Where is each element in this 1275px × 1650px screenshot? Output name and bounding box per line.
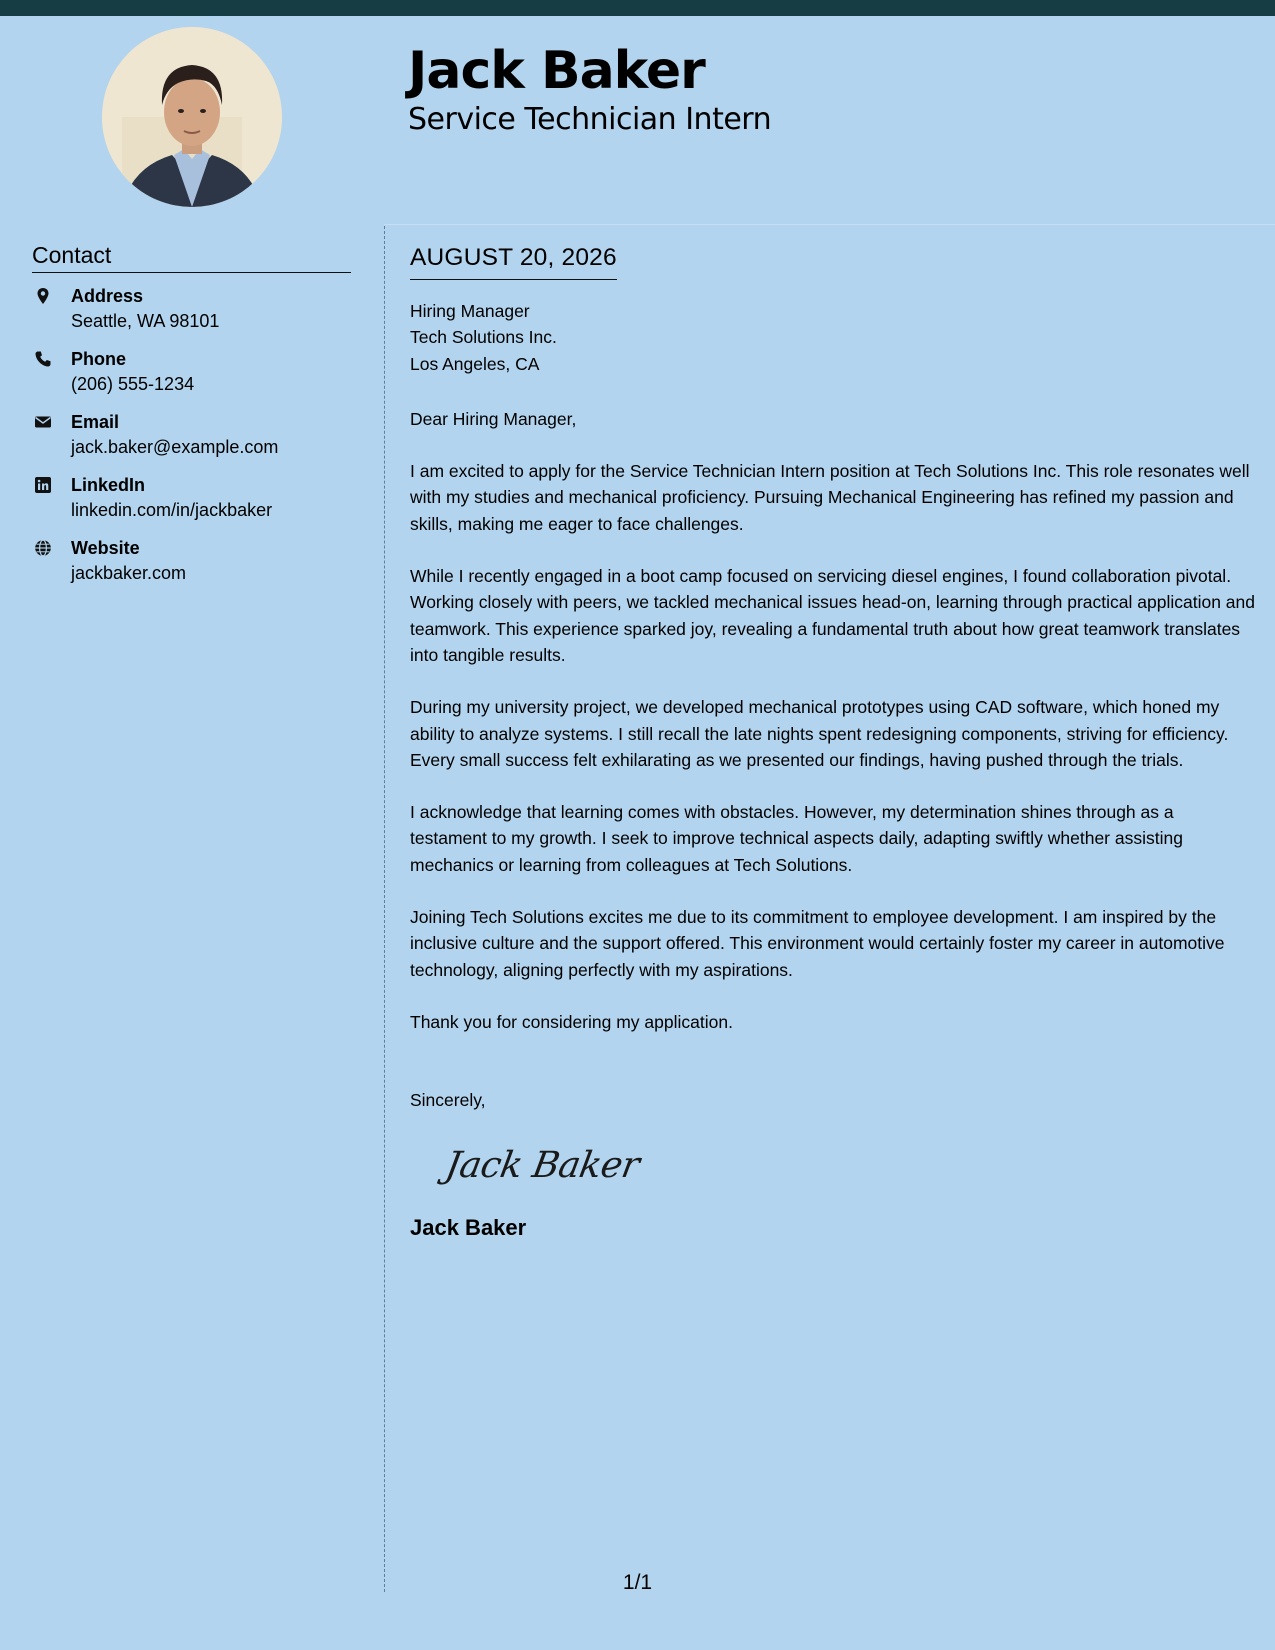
address-value: Seattle, WA 98101: [71, 311, 220, 331]
header-divider: [384, 224, 1275, 225]
contact-item-linkedin: [32, 473, 362, 536]
contact-list: [32, 284, 362, 599]
header: [408, 40, 771, 138]
recipient-line: Hiring Manager: [410, 301, 530, 321]
letter-body: [410, 241, 1255, 1242]
paragraph: Thank you for considering my application.: [410, 1011, 733, 1032]
globe-icon: [34, 539, 52, 557]
contact-item-email: [32, 410, 362, 473]
linkedin-value[interactable]: linkedin.com/in/jackbaker: [71, 500, 273, 520]
paragraph: During my university project, we developed mechanical prototypes using CAD software, which honed my ability to analyze systems. I still recall the late nights spent redesigning components, striving for efficiency. Every small success felt exhilarating as we presented our findings, having pushed through the trials.: [410, 697, 1229, 770]
closing: Sincerely,: [410, 1090, 486, 1111]
letter-date: AUGUST 20, 2026: [410, 241, 617, 280]
contact-label: LinkedIn: [71, 475, 146, 495]
paragraph: I am excited to apply for the Service Technician Intern position at Tech Solutions Inc. This role resonates well with my studies and mechanical proficiency. Pursuing Mechanical Engineering has refined my passion and skills, making me eager to face challenges.: [410, 461, 1250, 534]
contact-label: Website: [71, 538, 140, 558]
top-bar: [0, 0, 1275, 16]
contact-label: Address: [71, 286, 144, 306]
handwritten-signature: Jack Baker: [442, 1144, 643, 1186]
recipient-line: Los Angeles, CA: [410, 353, 540, 374]
applicant-name: Jack Baker: [408, 41, 705, 101]
linkedin-icon: [34, 476, 52, 494]
phone-icon: [34, 350, 52, 368]
profile-photo: [102, 27, 282, 207]
recipient-line: Tech Solutions Inc.: [410, 327, 557, 348]
contact-item-website: [32, 536, 362, 599]
contact-item-phone: [32, 347, 362, 410]
phone-value: (206) 555-1234: [71, 374, 195, 394]
paragraph: I acknowledge that learning comes with obstacles. However, my determination shines through as a testament to my growth. I seek to improve technical aspects daily, adapting swiftly whether assisting mechanics or learning from colleagues at Tech Solutions.: [410, 802, 1183, 875]
column-divider: [384, 226, 385, 1592]
website-value[interactable]: jackbaker.com: [71, 563, 187, 583]
map-pin-icon: [34, 287, 52, 305]
envelope-icon: [34, 413, 52, 431]
page-number: 1/1: [622, 1571, 653, 1594]
signer-name: Jack Baker: [410, 1214, 527, 1240]
contact-heading: Contact: [32, 240, 351, 273]
recipient-block: [410, 298, 1255, 377]
contact-item-address: [32, 284, 362, 347]
email-value[interactable]: jack.baker@example.com: [71, 437, 279, 457]
contact-label: Phone: [71, 349, 127, 369]
paragraph: Joining Tech Solutions excites me due to its commitment to employee development. I am inspired by the inclusive culture and the support offered. This environment would certainly foster my career in automotive technology, aligning perfectly with my aspirations.: [410, 907, 1225, 980]
paragraph: While I recently engaged in a boot camp focused on servicing diesel engines, I found collaboration pivotal. Working closely with peers, we tackled mechanical issues head-on, learning through practical application and teamwork. This experience sparked joy, revealing a fundamental truth about how great teamwork translates into tangible results.: [410, 566, 1255, 665]
job-title: Service Technician Intern: [408, 102, 772, 137]
contact-label: Email: [71, 412, 120, 432]
salutation: Dear Hiring Manager,: [410, 408, 577, 429]
